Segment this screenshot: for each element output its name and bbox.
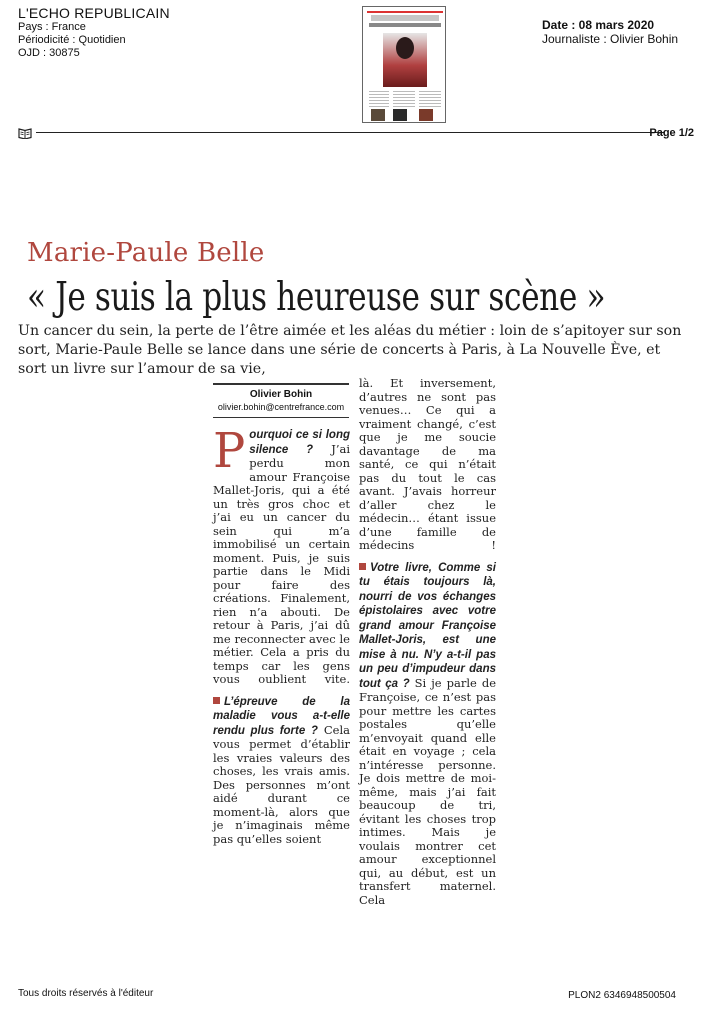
thumbnail-text-column: [419, 91, 441, 107]
footer-rights: Tous droits réservés à l'éditeur: [18, 988, 154, 999]
drop-cap: P: [213, 423, 246, 479]
thumbnail-accent-bar: [367, 11, 443, 13]
question-3: Votre livre, Comme si tu étais toujours là, nourri de vos échanges épistolaires avec votre grand amour Françoise Mallet-Joris, est une mise à nu. N’y a-t-il pas un peu d’impudeur dans tout ça ?: [359, 561, 496, 690]
divider-line: [36, 132, 664, 133]
header-rule: [18, 127, 694, 141]
question-1: ourquoi ce si long silence ?: [249, 429, 350, 456]
thumbnail-photo-subject: [396, 37, 414, 59]
ojd-line: OJD : 30875: [18, 47, 80, 59]
byline-author: Olivier Bohin: [249, 389, 313, 400]
thumbnail-image: [371, 109, 385, 121]
question-marker: [359, 563, 366, 570]
book-icon: [18, 127, 32, 139]
byline-email: olivier.bohin@centrefrance.com: [217, 402, 345, 412]
article-kicker: Marie-Paule Belle: [27, 238, 265, 268]
answer-1: J’ai perdu mon amour Françoise Mallet-Joris, qui a été un très gros choc et j’ai eu un cancer du sein qui m’a immobilisé un certain moment. Puis, je suis partie dans le Midi pour faire des créations. Finalement, rien n’a abouti. De retour à Paris, j’ai dû me reconnecter avec le métier. Cela a pris du temps car les gens vous oublient vite.: [213, 441, 351, 686]
thumbnail-title-block: [371, 15, 439, 21]
country-line: Pays : France: [18, 21, 86, 33]
periodicity-line: Périodicité : Quotidien: [18, 34, 126, 46]
article-lead: Un cancer du sein, la perte de l’être aimée et les aléas du métier : loin de s’apitoyer sur son sort, Marie-Paule Belle se lance dans une série de concerts à Paris, à La Nouvelle Ève, et sort un livre sur l’amour de sa vie,: [18, 323, 682, 377]
thumbnail-headline-block: [369, 23, 441, 27]
article-date: Date : 08 mars 2020: [542, 18, 655, 32]
byline-box: [213, 383, 349, 418]
thumbnail-image: [393, 109, 407, 121]
article-headline: « Je suis la plus heureuse sur scène »: [27, 275, 606, 320]
thumbnail-text-column: [369, 91, 389, 107]
answer-2-continued: là. Et inversement, d’autres ne sont pas venues… Ce qui a vraiment changé, c’est que je me soucie davantage de ma santé, ce qui n’était pas du tout le cas avant. J’avais horreur d’aller chez le médecin… étant issue d’une famille de médecins !: [359, 376, 496, 552]
page-number: Page 1/2: [649, 127, 694, 139]
publication-name: L'ECHO REPUBLICAIN: [18, 5, 170, 21]
thumbnail-text-column: [393, 91, 415, 107]
question-marker: [213, 697, 220, 704]
thumbnail-image: [419, 109, 433, 121]
question-2: L’épreuve de la maladie vous a-t-elle rendu plus forte ?: [213, 695, 350, 737]
answer-3: Si je parle de Françoise, ce n’est pas pour mettre les cartes postales qu’elle m’envoyait quand elle était en voyage ; cela n’intéresse personne. Je dois mettre de moi-même, mais j’ai fait beaucoup de tri, évitant les choses trop intimes. Mais je voulais montrer cet amour exceptionnel qui, au début, est un transfert maternel. Cela: [359, 675, 496, 907]
article-column-2: [359, 377, 496, 907]
footer-code: PLON2 6346948500504: [568, 990, 676, 1001]
journalist-line: Journaliste : Olivier Bohin: [542, 32, 679, 46]
page-thumbnail[interactable]: [362, 6, 446, 123]
answer-2: Cela vous permet d’établir les vraies valeurs des choses, les vrais amis. Des personnes m’ont aidé durant ce moment-là, alors que je n’imaginais même pas qu’elles soient: [213, 722, 351, 846]
header-publication-info: [18, 5, 170, 60]
header-date-info: [542, 18, 678, 46]
article-column-1: [213, 423, 351, 846]
